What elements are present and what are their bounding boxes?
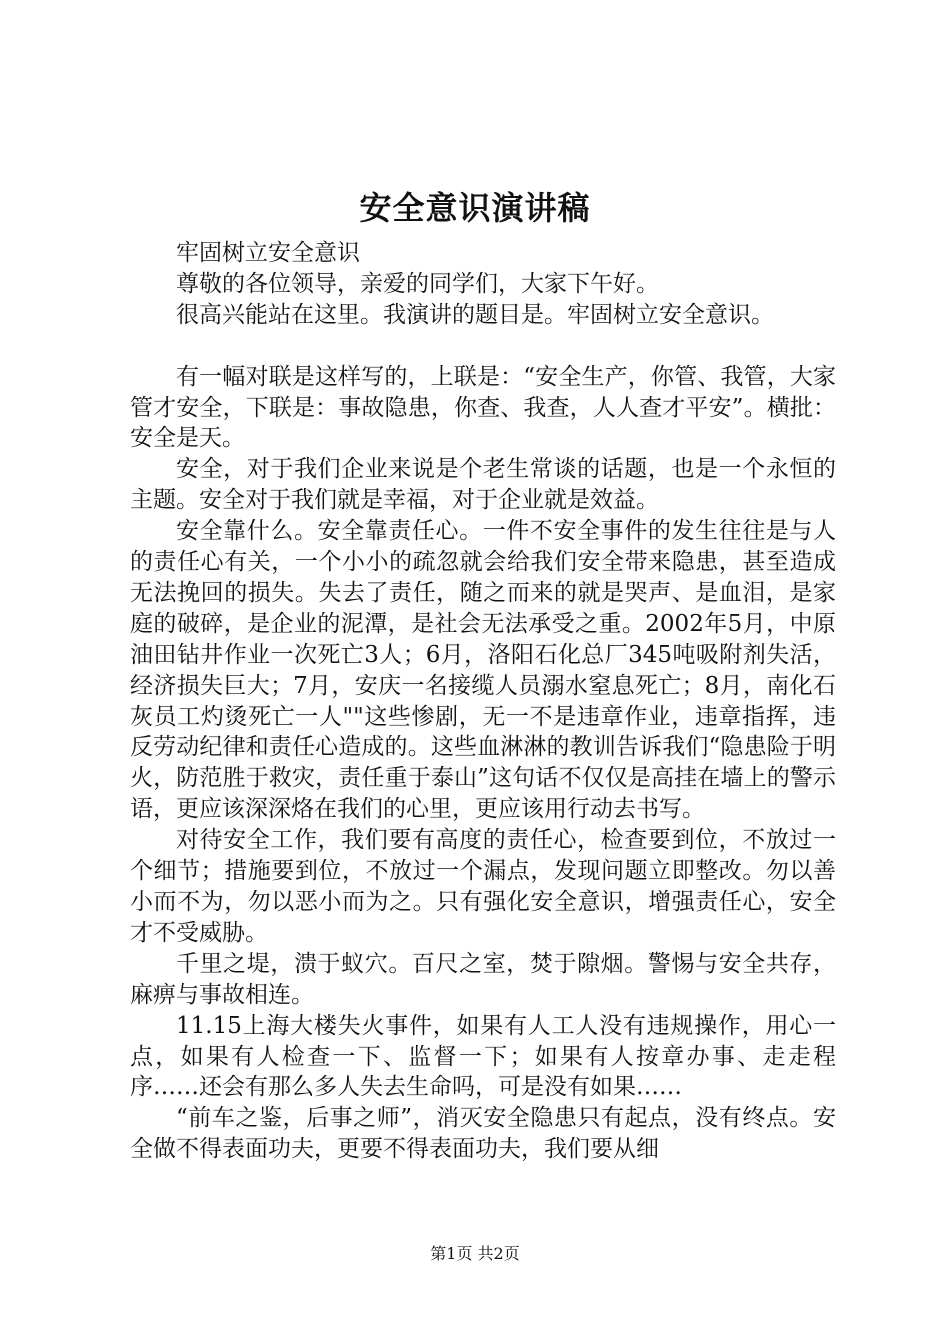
paragraph-couplet: 有一幅对联是这样写的，上联是：“安全生产，你管、我管，大家管才安全，下联是：事故隐患，你查、我查，人人查才平安”。横批：安全是天。 xyxy=(130,363,836,452)
paragraph-responsibility: 安全靠什么。安全靠责任心。一件不安全事件的发生往往是与人的责任心有关，一个小小的疏忽就会给我们安全带来隐患，甚至造成无法挽回的损失。失去了责任，随之而来的就是哭声、是血泪，是家庭的破碎，是企业的泥潭，是社会无法承受之重。2002年5月，中原油田钻井作业一次死亡3人；6月，洛阳石化总厂345吨吸附剂失活，经济损失巨大；7月，安庆一名接缆人员溺水窒息死亡；8月，南化石灰员工灼烫死亡一人""这些惨剧，无一不是违章作业，违章指挥，违反劳动纪律和责任心造成的。这些血淋淋的教训告诉我们“隐患险于明火，防范胜于救灾，责任重于泰山”这句话不仅仅是高挂在墙上的警示语，更应该深深烙在我们的心里，更应该用行动去书写。 xyxy=(130,518,836,823)
document-title: 安全意识演讲稿 xyxy=(359,189,591,227)
paragraph-lessons: “前车之鉴，后事之师”，消灭安全隐患只有起点，没有终点。安全做不得表面功夫，更要不得表面功夫，我们要从细 xyxy=(130,1105,836,1163)
paragraph-attitude: 对待安全工作，我们要有高度的责任心，检查要到位，不放过一个细节；措施要到位，不放过一个漏点，发现问题立即整改。勿以善小而不为，勿以恶小而为之。只有强化安全意识，增强责任心，安全才不受威胁。 xyxy=(130,827,836,946)
document-body xyxy=(130,238,836,1165)
paragraph-theme: 安全，对于我们企业来说是个老生常谈的话题，也是一个永恒的主题。安全对于我们就是幸福，对于企业就是效益。 xyxy=(130,456,836,514)
blank-line xyxy=(130,331,836,362)
paragraph-proverb: 千里之堤，溃于蚁穴。百尺之室，焚于隙烟。警惕与安全共存，麻痹与事故相连。 xyxy=(130,950,836,1008)
paragraph-greeting: 尊敬的各位领导，亲爱的同学们，大家下午好。 xyxy=(176,270,659,297)
paragraph-shanghai-fire: 11.15上海大楼失火事件，如果有人工人没有违规操作，用心一点，如果有人检查一下、监督一下；如果有人按章办事、走走程序……还会有那么多人失去生命吗，可是没有如果…… xyxy=(130,1012,836,1101)
paragraph-subtitle: 牢固树立安全意识 xyxy=(176,240,360,266)
paragraph-intro: 很高兴能站在这里。我演讲的题目是。牢固树立安全意识。 xyxy=(176,301,774,328)
page-footer: 第1页 共2页 xyxy=(430,1244,520,1263)
